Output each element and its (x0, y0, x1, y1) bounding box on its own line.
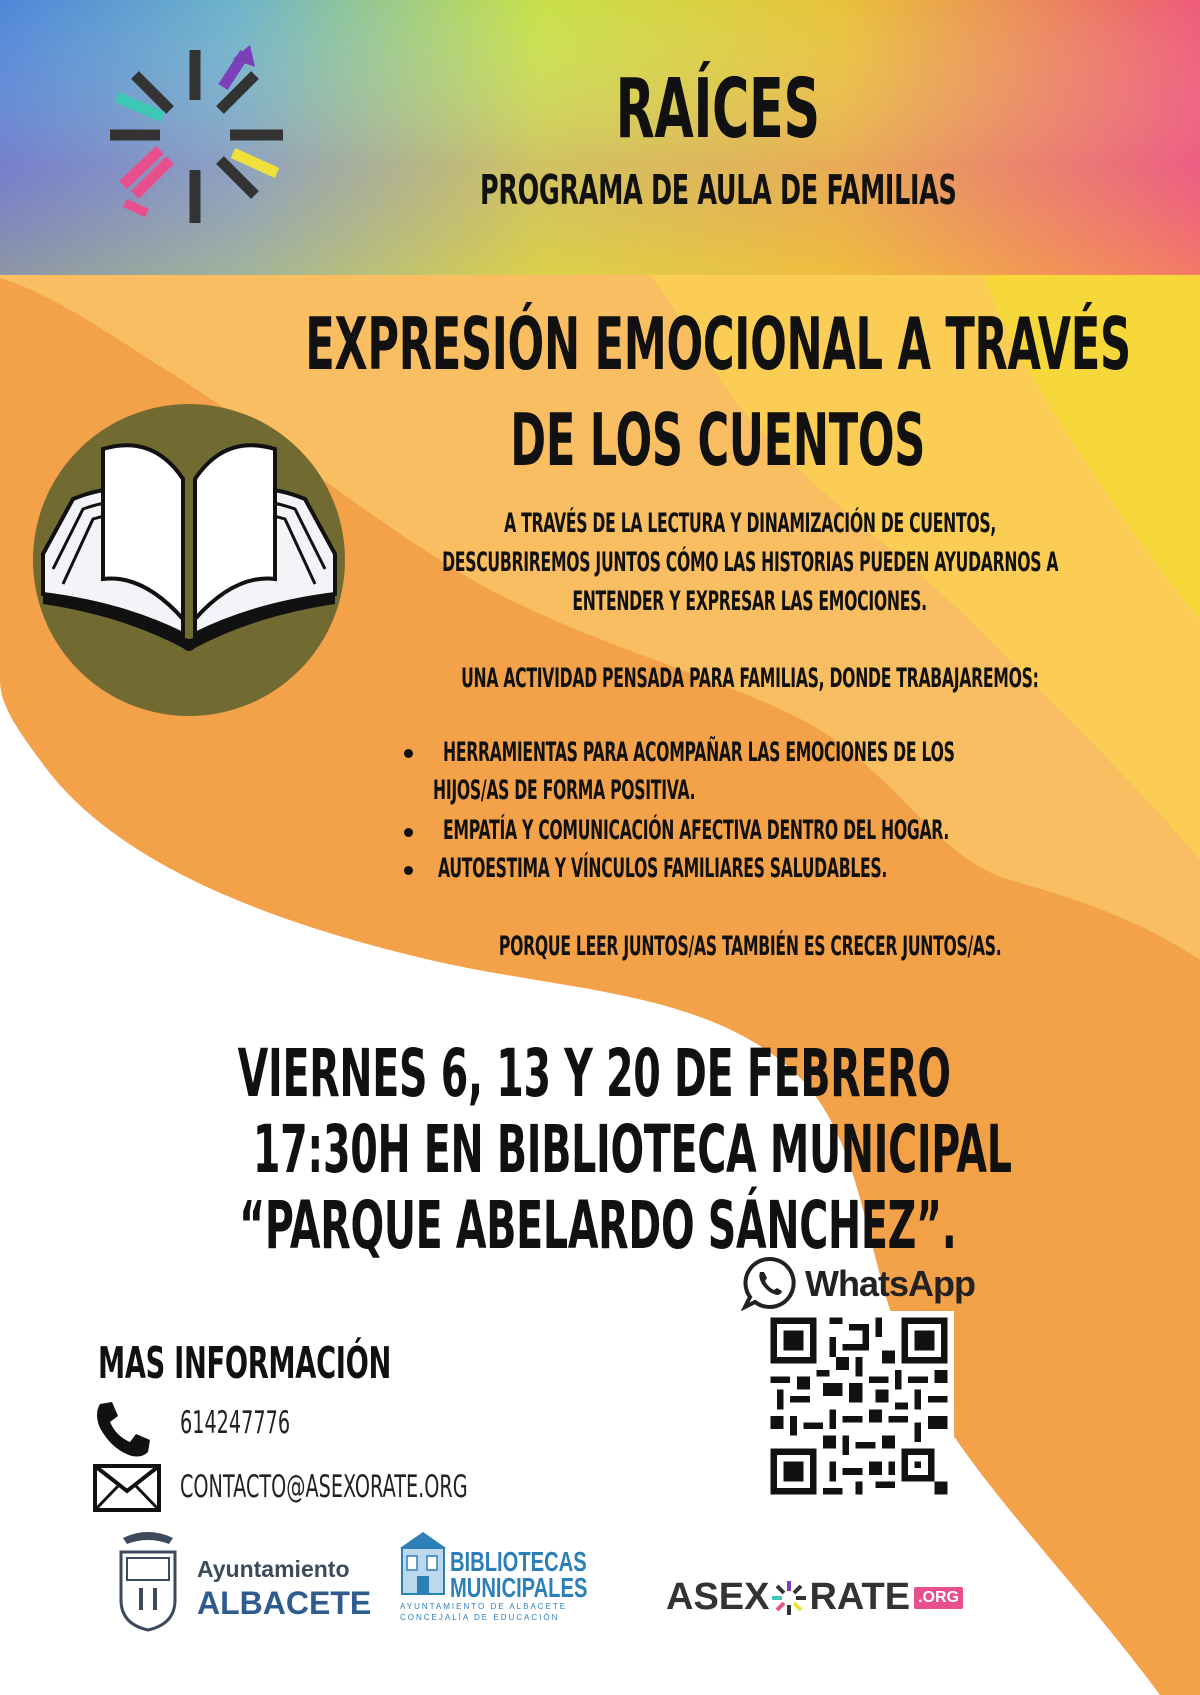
bullet-item-continuation: HIJOS/AS DE FORMA POSITIVA. (433, 775, 696, 806)
bullet-dot (404, 749, 413, 758)
asexorate-text-2: RATE (809, 1576, 911, 1618)
bullet-item: AUTOESTIMA Y VÍNCULOS FAMILIARES SALUDABLES. (438, 853, 888, 884)
event-time-place: 17:30H EN BIBLIOTECA MUNICIPAL (252, 1111, 1012, 1188)
mail-icon (92, 1463, 162, 1513)
asexorate-star-icon (770, 1579, 808, 1617)
municipales-label: MUNICIPALES (450, 1572, 588, 1603)
shield-icon (115, 1530, 181, 1632)
phone-icon (92, 1398, 154, 1460)
email-address[interactable]: CONTACTO@ASEXORATE.ORG (180, 1469, 468, 1505)
bullet-item: EMPATÍA Y COMUNICACIÓN AFECTIVA DENTRO DEL HOGAR. (443, 815, 949, 846)
activity-title-line-2: DE LOS CUENTOS (510, 398, 926, 482)
asexorate-logo (666, 1576, 963, 1619)
whatsapp-icon (741, 1255, 797, 1311)
library-icon (398, 1530, 448, 1598)
program-title: RAÍCES (615, 62, 821, 157)
description-intro: UNA ACTIVIDAD PENSADA PARA FAMILIAS, DONDE TRABAJAREMOS: (461, 663, 1039, 694)
description-line: ENTENDER Y EXPRESAR LAS EMOCIONES. (572, 586, 928, 617)
phone-number[interactable]: 614247776 (180, 1405, 291, 1441)
bullet-dot (404, 866, 413, 875)
bullet-item: HERRAMIENTAS PARA ACOMPAÑAR LAS EMOCIONES DE LOS (443, 737, 955, 768)
asexorate-org-badge: .ORG (914, 1587, 963, 1609)
asexorate-text-1: ASEX (666, 1576, 770, 1618)
albacete-label: ALBACETE (197, 1585, 372, 1621)
program-subtitle: PROGRAMA DE AULA DE FAMILIAS (479, 166, 957, 214)
activity-title-line-1: EXPRESIÓN EMOCIONAL A TRAVÉS (305, 302, 1131, 386)
qr-code[interactable] (764, 1311, 954, 1501)
more-info-title: MAS INFORMACIÓN (98, 1338, 392, 1389)
event-venue: “PARQUE ABELARDO SÁNCHEZ”. (239, 1187, 957, 1264)
ayuntamiento-label: Ayuntamiento (197, 1556, 350, 1582)
description-line: A TRAVÉS DE LA LECTURA Y DINAMIZACIÓN DE CUENTOS, (504, 508, 996, 539)
whatsapp-label: WhatsApp (805, 1263, 975, 1304)
bibliotecas-subtitle: AYUNTAMIENTO DE ALBACETE (400, 1602, 568, 1611)
bibliotecas-subtitle: CONCEJALÍA DE EDUCACIÓN (400, 1613, 560, 1622)
bullet-dot (404, 828, 413, 837)
closing-slogan: PORQUE LEER JUNTOS/AS TAMBIÉN ES CRECER JUNTOS/AS. (498, 931, 1002, 962)
description-line: DESCUBRIREMOS JUNTOS CÓMO LAS HISTORIAS PUEDEN AYUDARNOS A (441, 547, 1059, 578)
event-dates: VIERNES 6, 13 Y 20 DE FEBRERO (237, 1035, 951, 1112)
bibliotecas-label: BIBLIOTECAS (450, 1546, 587, 1577)
